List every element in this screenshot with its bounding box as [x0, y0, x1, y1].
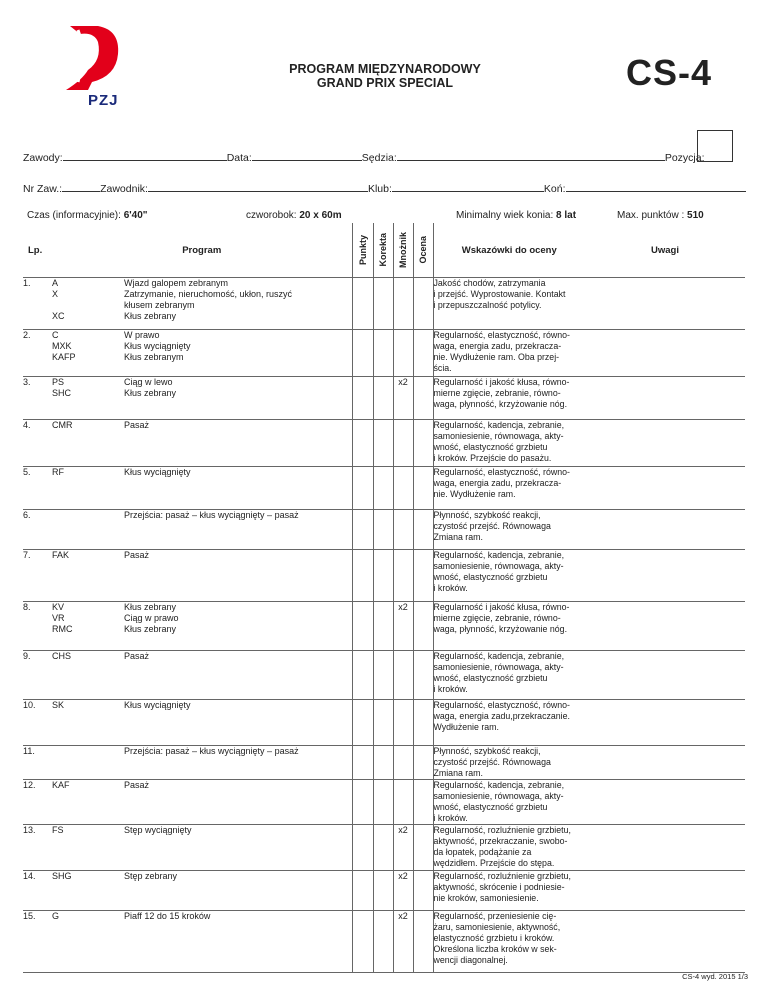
score-cell[interactable]	[352, 871, 373, 911]
row-points: FAK	[52, 550, 124, 602]
row-multiplier	[393, 420, 413, 467]
row-hint: Regularność, elastyczność, równo- waga, energia zadu, przekracza- nie. Wydłużenie ram. Oba przej- ścia.	[433, 330, 585, 377]
mark-cell[interactable]	[413, 550, 433, 602]
score-cell[interactable]	[352, 330, 373, 377]
remarks-cell[interactable]	[585, 330, 745, 377]
czas: Czas (informacyjnie): 6'40"	[27, 210, 148, 221]
row-multiplier	[393, 780, 413, 825]
table-row	[23, 602, 745, 651]
table-row	[23, 651, 745, 700]
row-multiplier	[393, 746, 413, 780]
row-number: 1.	[23, 278, 52, 330]
row-exercise: Pasaż	[124, 550, 352, 602]
row-multiplier: x2	[393, 602, 413, 651]
mark-cell[interactable]	[413, 330, 433, 377]
score-cell[interactable]	[352, 700, 373, 746]
sedzia-label: Sędzia:	[361, 152, 397, 164]
row-multiplier	[393, 278, 413, 330]
correction-cell[interactable]	[373, 420, 393, 467]
row-hint: Regularność, kadencja, zebranie, samoniesienie, równowaga, akty- wność, elastyczność grzbietu i kroków. Przejście do pasażu.	[433, 420, 585, 467]
correction-cell[interactable]	[373, 911, 393, 973]
correction-cell[interactable]	[373, 602, 393, 651]
row-exercise: Kłus wyciągnięty	[124, 700, 352, 746]
col-mnoznik: Mnożnik	[393, 223, 413, 278]
row-hint: Jakość chodów, zatrzymania i przejść. Wyprostowanie. Kontakt i przepuszczalność potylicy.	[433, 278, 585, 330]
nr-zaw-field[interactable]	[62, 181, 100, 192]
remarks-cell[interactable]	[585, 278, 745, 330]
score-cell[interactable]	[352, 377, 373, 420]
pzj-logo	[58, 20, 128, 112]
score-cell[interactable]	[352, 510, 373, 550]
remarks-cell[interactable]	[585, 420, 745, 467]
mark-cell[interactable]	[413, 871, 433, 911]
col-uwagi: Uwagi	[585, 223, 745, 278]
row-points	[52, 510, 124, 550]
correction-cell[interactable]	[373, 651, 393, 700]
score-cell[interactable]	[352, 651, 373, 700]
col-ocena: Ocena	[413, 223, 433, 278]
row-hint: Płynność, szybkość reakcji, czystość przejść. Równowaga Zmiana ram.	[433, 746, 585, 780]
correction-cell[interactable]	[373, 871, 393, 911]
remarks-cell[interactable]	[585, 911, 745, 973]
score-cell[interactable]	[352, 825, 373, 871]
mark-cell[interactable]	[413, 780, 433, 825]
mark-cell[interactable]	[413, 278, 433, 330]
row-points: G	[52, 911, 124, 973]
col-punkty: Punkty	[352, 223, 373, 278]
table-row	[23, 746, 745, 780]
row-points: SHG	[52, 871, 124, 911]
remarks-cell[interactable]	[585, 746, 745, 780]
correction-cell[interactable]	[373, 550, 393, 602]
row-hint: Płynność, szybkość reakcji, czystość przejść. Równowaga Zmiana ram.	[433, 510, 585, 550]
correction-cell[interactable]	[373, 780, 393, 825]
mark-cell[interactable]	[413, 700, 433, 746]
score-cell[interactable]	[352, 746, 373, 780]
max-punktow: Max. punktów : 510	[617, 210, 704, 221]
remarks-cell[interactable]	[585, 871, 745, 911]
remarks-cell[interactable]	[585, 377, 745, 420]
row-exercise: Ciąg w lewo Kłus zebrany	[124, 377, 352, 420]
row-number: 10.	[23, 700, 52, 746]
table-header	[23, 223, 745, 278]
kon-field[interactable]	[566, 181, 746, 192]
footer: CS-4 wyd. 2015 1/3	[682, 972, 748, 981]
remarks-cell[interactable]	[585, 602, 745, 651]
row-number: 9.	[23, 651, 52, 700]
correction-cell[interactable]	[373, 825, 393, 871]
row-points	[52, 746, 124, 780]
table-row	[23, 278, 745, 330]
min-wiek: Minimalny wiek konia: 8 lat	[456, 210, 577, 221]
pozycja-label: Pozycja:	[664, 152, 705, 164]
row-number: 8.	[23, 602, 52, 651]
row-exercise: Kłus zebrany Ciąg w prawo Kłus zebrany	[124, 602, 352, 651]
row-number: 5.	[23, 467, 52, 510]
row-hint: Regularność, kadencja, zebranie, samoniesienie, równowaga, akty- wność, elastyczność grzbietu i kroków.	[433, 550, 585, 602]
score-cell[interactable]	[352, 278, 373, 330]
scoring-table	[23, 223, 745, 973]
row-points: CMR	[52, 420, 124, 467]
score-cell[interactable]	[352, 780, 373, 825]
row-number: 11.	[23, 746, 52, 780]
row-points: C MXK KAFP	[52, 330, 124, 377]
table-row	[23, 510, 745, 550]
row-multiplier: x2	[393, 911, 413, 973]
row-hint: Regularność, kadencja, zebranie, samoniesienie, równowaga, akty- wność, elastyczność grzbietu i kroków.	[433, 651, 585, 700]
score-cell[interactable]	[352, 467, 373, 510]
row-exercise: Piaff 12 do 15 kroków	[124, 911, 352, 973]
row-number: 15.	[23, 911, 52, 973]
mark-cell[interactable]	[413, 420, 433, 467]
col-lp: Lp.	[23, 223, 52, 278]
row-hint: Regularność, elastyczność, równo- waga, energia zadu,przekraczanie. Wydłużenie ram.	[433, 700, 585, 746]
row-hint: Regularność, elastyczność, równo- waga, energia zadu, przekracza- nie. Wydłużenie ram.	[433, 467, 585, 510]
row-number: 7.	[23, 550, 52, 602]
row-exercise: Wjazd galopem zebranym Zatrzymanie, nieruchomość, ukłon, ruszyć kłusem zebranym Kłus zebrany	[124, 278, 352, 330]
row-points: A X XC	[52, 278, 124, 330]
score-cell[interactable]	[352, 602, 373, 651]
row-exercise: Przejścia: pasaż – kłus wyciągnięty – pasaż	[124, 746, 352, 780]
row-hint: Regularność, rozluźnienie grzbietu, aktywność, przekraczanie, swobo- da łopatek, podążanie za wędzidłem. Przejście do stępa.	[433, 825, 585, 871]
row-hint: Regularność i jakość kłusa, równo- mierne zgięcie, zebranie, równo- waga, płynność, krzyżowanie nóg.	[433, 602, 585, 651]
remarks-cell[interactable]	[585, 651, 745, 700]
row-points: KAF	[52, 780, 124, 825]
row-hint: Regularność i jakość kłusa, równo- mierne zgięcie, zebranie, równo- waga, płynność, krzyżowanie nóg.	[433, 377, 585, 420]
row-multiplier	[393, 330, 413, 377]
remarks-cell[interactable]	[585, 467, 745, 510]
program-title	[200, 62, 570, 90]
row-number: 2.	[23, 330, 52, 377]
col-wskazowki: Wskazówki do oceny	[433, 223, 585, 278]
score-cell[interactable]	[352, 420, 373, 467]
score-cell[interactable]	[352, 911, 373, 973]
nr-zaw-label: Nr Zaw.:	[23, 183, 63, 195]
czworobok: czworobok: 20 x 60m	[246, 210, 342, 221]
correction-cell[interactable]	[373, 746, 393, 780]
zawody-label: Zawody:	[23, 152, 63, 164]
row-multiplier: x2	[393, 871, 413, 911]
klub-label: Klub:	[367, 183, 392, 195]
remarks-cell[interactable]	[585, 550, 745, 602]
pozycja-box[interactable]	[697, 130, 733, 162]
mark-cell[interactable]	[413, 467, 433, 510]
correction-cell[interactable]	[373, 330, 393, 377]
row-multiplier	[393, 550, 413, 602]
row-exercise: Przejścia: pasaż – kłus wyciągnięty – pasaż	[124, 510, 352, 550]
row-hint: Regularność, rozluźnienie grzbietu, aktywność, skrócenie i podniesie- nie kroków, samoniesienie.	[433, 871, 585, 911]
data-field[interactable]	[252, 150, 362, 161]
data-label: Data:	[226, 152, 252, 164]
row-exercise: Kłus wyciągnięty	[124, 467, 352, 510]
row-points: SK	[52, 700, 124, 746]
col-korekta: Korekta	[373, 223, 393, 278]
table-row	[23, 330, 745, 377]
row-number: 12.	[23, 780, 52, 825]
mark-cell[interactable]	[413, 651, 433, 700]
test-code: CS-4	[626, 52, 713, 93]
table-row	[23, 377, 745, 420]
remarks-cell[interactable]	[585, 780, 745, 825]
zawodnik-label: Zawodnik:	[100, 183, 148, 195]
row-points: PS SHC	[52, 377, 124, 420]
row-exercise: W prawo Kłus wyciągnięty Kłus zebranym	[124, 330, 352, 377]
correction-cell[interactable]	[373, 467, 393, 510]
table-row	[23, 550, 745, 602]
table-row	[23, 825, 745, 871]
row-multiplier: x2	[393, 377, 413, 420]
row-multiplier	[393, 510, 413, 550]
col-program: Program	[52, 223, 352, 278]
table-row	[23, 467, 745, 510]
zawody-field[interactable]	[63, 150, 227, 161]
remarks-cell[interactable]	[585, 510, 745, 550]
fields-row-1	[23, 150, 705, 164]
table-row	[23, 871, 745, 911]
row-points: RF	[52, 467, 124, 510]
row-hint: Regularność, kadencja, zebranie, samoniesienie, równowaga, akty- wność, elastyczność grzbietu i kroków.	[433, 780, 585, 825]
row-points: CHS	[52, 651, 124, 700]
remarks-cell[interactable]	[585, 700, 745, 746]
correction-cell[interactable]	[373, 377, 393, 420]
row-number: 6.	[23, 510, 52, 550]
row-number: 13.	[23, 825, 52, 871]
row-exercise: Stęp wyciągnięty	[124, 825, 352, 871]
remarks-cell[interactable]	[585, 825, 745, 871]
correction-cell[interactable]	[373, 510, 393, 550]
klub-field[interactable]	[392, 181, 544, 192]
mark-cell[interactable]	[413, 825, 433, 871]
kon-label: Koń:	[543, 183, 566, 195]
mark-cell[interactable]	[413, 377, 433, 420]
row-hint: Regularność, przeniesienie cię- żaru, samoniesienie, aktywność, elastyczność grzbietu i kroków. Określona liczba kroków w sek- wencji diagonalnej.	[433, 911, 585, 973]
row-multiplier	[393, 651, 413, 700]
fields-row-2	[23, 181, 746, 195]
title-line-1: PROGRAM MIĘDZYNARODOWY	[289, 62, 481, 76]
row-points: FS	[52, 825, 124, 871]
table-row	[23, 420, 745, 467]
table-row	[23, 911, 745, 973]
row-number: 3.	[23, 377, 52, 420]
row-exercise: Pasaż	[124, 651, 352, 700]
row-exercise: Stęp zebrany	[124, 871, 352, 911]
title-line-2: GRAND PRIX SPECIAL	[316, 76, 454, 90]
row-multiplier: x2	[393, 825, 413, 871]
correction-cell[interactable]	[373, 278, 393, 330]
zawodnik-field[interactable]	[148, 181, 368, 192]
correction-cell[interactable]	[373, 700, 393, 746]
logo-text: PZJ	[88, 92, 119, 109]
row-exercise: Pasaż	[124, 420, 352, 467]
row-number: 4.	[23, 420, 52, 467]
mark-cell[interactable]	[413, 746, 433, 780]
sedzia-field[interactable]	[397, 150, 665, 161]
row-number: 14.	[23, 871, 52, 911]
row-multiplier	[393, 700, 413, 746]
row-points: KV VR RMC	[52, 602, 124, 651]
row-exercise: Pasaż	[124, 780, 352, 825]
table-row	[23, 700, 745, 746]
mark-cell[interactable]	[413, 602, 433, 651]
mark-cell[interactable]	[413, 911, 433, 973]
mark-cell[interactable]	[413, 510, 433, 550]
score-cell[interactable]	[352, 550, 373, 602]
row-multiplier	[393, 467, 413, 510]
table-row	[23, 780, 745, 825]
